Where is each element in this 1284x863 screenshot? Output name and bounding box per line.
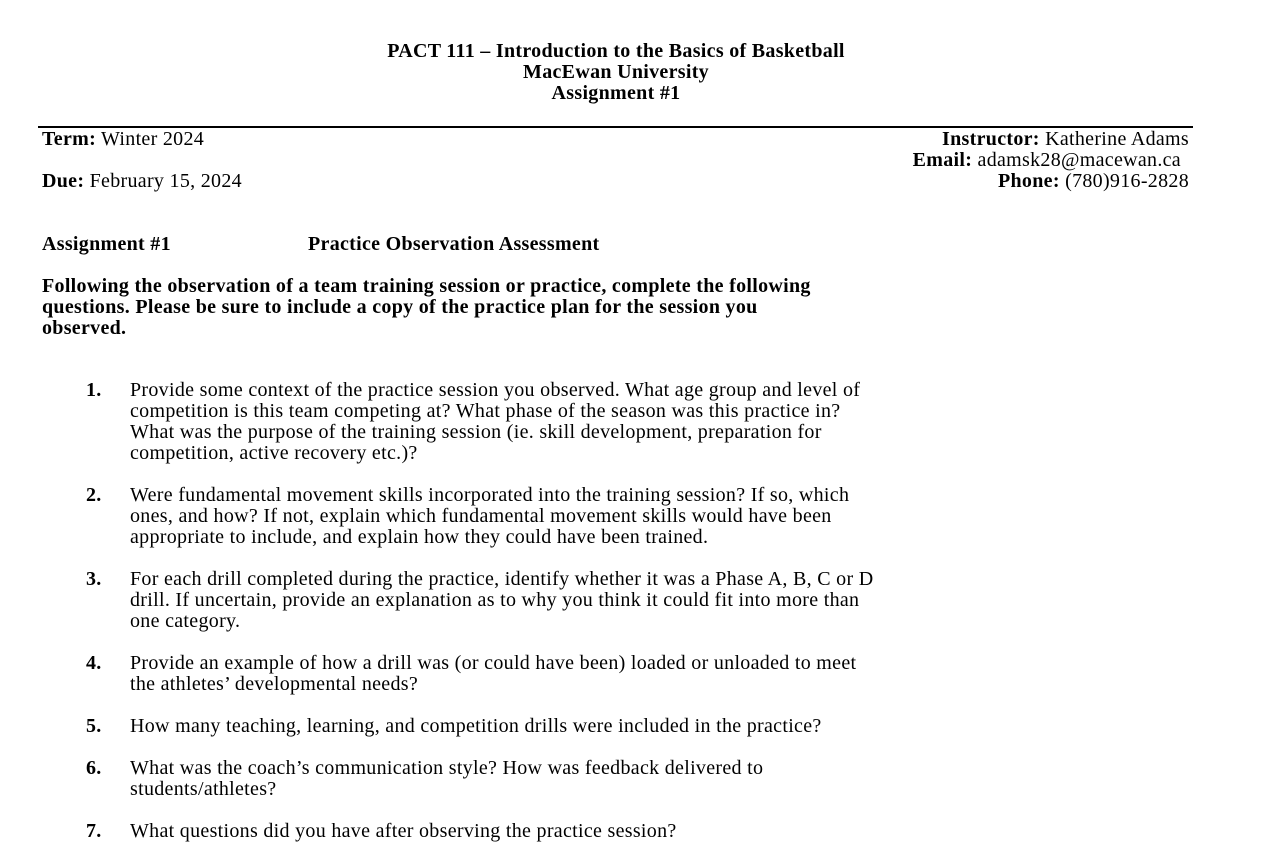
question-line: What was the coach’s communication style? How was feedback delivered to: [130, 757, 764, 779]
term-value: Winter 2024: [101, 128, 205, 150]
course-title: PACT 111 – Introduction to the Basics of Basketball: [387, 40, 845, 62]
email-label: Email:: [912, 149, 973, 171]
question-line: competition is this team competing at? What phase of the season was this practice in?: [130, 400, 841, 422]
question-line: appropriate to include, and explain how they could have been trained.: [130, 526, 709, 548]
due-row: [42, 171, 242, 192]
course-dates: [42, 129, 242, 192]
question-number: 5.: [86, 715, 102, 737]
question-item: [0, 716, 1284, 737]
assignment-label: Assignment #1: [42, 233, 171, 255]
question-line: Were fundamental movement skills incorporated into the training session? If so, which: [130, 484, 850, 506]
assignment-instructions: [42, 276, 1152, 339]
instructor-row: [913, 129, 1189, 150]
instructions-line: questions. Please be sure to include a copy of the practice plan for the session you: [42, 296, 758, 318]
instructions-line: Following the observation of a team training session or practice, complete the following: [42, 275, 811, 297]
question-number: 1.: [86, 379, 102, 401]
document-title-block: [0, 41, 1232, 104]
question-number: 4.: [86, 652, 102, 674]
question-line: one category.: [130, 610, 241, 632]
assignment-title: Assignment #1: [551, 82, 681, 104]
question-line: What was the purpose of the training session (ie. skill development, preparation for: [130, 421, 822, 443]
term-label: Term:: [42, 128, 97, 150]
question-line: competition, active recovery etc.)?: [130, 442, 418, 464]
question-line: Provide an example of how a drill was (or could have been) loaded or unloaded to meet: [130, 652, 857, 674]
phone-value: (780)916-2828: [1065, 170, 1189, 192]
question-line: drill. If uncertain, provide an explanation as to why you think it could fit into more than: [130, 589, 860, 611]
email-row: [913, 150, 1189, 171]
instructor-info: [913, 129, 1189, 192]
question-line: What questions did you have after observing the practice session?: [130, 820, 677, 842]
email-value[interactable]: adamsk28@macewan.ca: [977, 149, 1181, 171]
question-item: [0, 485, 1284, 548]
question-number: 6.: [86, 757, 102, 779]
phone-label: Phone:: [997, 170, 1060, 192]
due-value: February 15, 2024: [89, 170, 242, 192]
question-line: How many teaching, learning, and competition drills were included in the practice?: [130, 715, 822, 737]
question-list: [0, 380, 1284, 863]
question-line: students/athletes?: [130, 778, 277, 800]
university-name: MacEwan University: [523, 61, 709, 83]
question-number: 2.: [86, 484, 102, 506]
question-line: ones, and how? If not, explain which fundamental movement skills would have been: [130, 505, 832, 527]
question-number: 7.: [86, 820, 102, 842]
phone-row: [913, 171, 1189, 192]
assignment-name: Practice Observation Assessment: [308, 233, 600, 255]
question-line: the athletes’ developmental needs?: [130, 673, 419, 695]
assignment-heading: [42, 233, 600, 255]
term-row: [42, 129, 242, 150]
question-item: [0, 380, 1284, 464]
question-item: [0, 758, 1284, 800]
question-line: For each drill completed during the practice, identify whether it was a Phase A, B, C or D: [130, 568, 874, 590]
instructions-line: observed.: [42, 317, 127, 339]
question-number: 3.: [86, 568, 102, 590]
question-item: [0, 653, 1284, 695]
question-item: [0, 569, 1284, 632]
instructor-value: Katherine Adams: [1045, 128, 1189, 150]
question-line: Provide some context of the practice session you observed. What age group and level of: [130, 379, 861, 401]
due-label: Due:: [42, 170, 85, 192]
instructor-label: Instructor:: [942, 128, 1040, 150]
